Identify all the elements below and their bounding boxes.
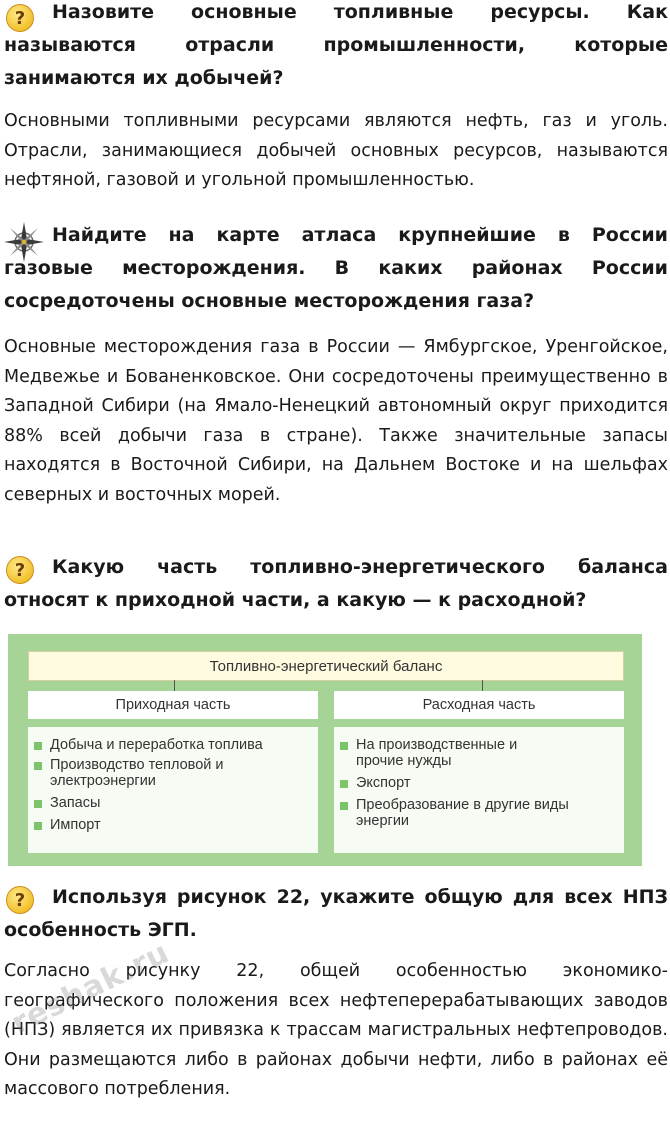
answer-1: Основными топливными ресурсами являются нефть, газ и уголь. Отрасли, занимающиеся добычей основных ресурсов, называются нефтяной, газовой и угольной промышленностью. xyxy=(4,111,668,190)
question-2: Найдите на карте атласа крупнейшие в России газовые месторождения. В каких районах России сосредоточены основные месторождения газа? xyxy=(4,224,668,312)
list-item: Преобразование в другие виды энергии xyxy=(334,797,606,829)
expense-list xyxy=(334,727,624,853)
question-1: Назовите основные топливные ресурсы. Как называются отрасли промышленности, которые занимаются их добычей? xyxy=(4,1,668,89)
income-list xyxy=(28,727,318,853)
list-item: Производство тепловой и электроэнергии xyxy=(28,757,240,789)
question-icon: ? xyxy=(6,4,34,32)
watermark: reshak.ru xyxy=(6,934,176,1042)
connector-line xyxy=(482,680,483,691)
list-item: На производственные и прочие нужды xyxy=(334,737,546,769)
balance-diagram xyxy=(8,634,642,866)
connector-line xyxy=(174,680,175,691)
bullet-icon xyxy=(340,742,348,750)
bullet-icon xyxy=(34,742,42,750)
income-header: Приходная часть xyxy=(28,691,318,719)
bullet-icon xyxy=(340,780,348,788)
diagram-title: Топливно-энергетический баланс xyxy=(28,651,624,681)
bullet-icon xyxy=(34,762,42,770)
expense-header: Расходная часть xyxy=(334,691,624,719)
question-icon: ? xyxy=(6,556,34,584)
list-item: Импорт xyxy=(28,817,318,833)
question-3: Какую часть топливно-энергетического баланса относят к приходной части, а какую — к расходной? xyxy=(4,556,668,611)
bullet-icon xyxy=(34,822,42,830)
question-icon: ? xyxy=(6,886,34,914)
list-item: Добыча и переработка топлива xyxy=(28,737,318,753)
list-item: Запасы xyxy=(28,795,318,811)
bullet-icon xyxy=(340,802,348,810)
answer-2: Основные месторождения газа в России — Ямбургское, Уренгойское, Медвежье и Бованенковское. Они сосредоточены преимущественно в Западной Сибири (на Ямало-Ненецкий автономный округ приходится 88% всей добычи газа в стране). Также значительные запасы находятся в Восточной Сибири, на Дальнем Востоке и на шельфах северных и восточных морей. xyxy=(4,337,668,505)
list-item: Экспорт xyxy=(334,775,624,791)
question-4: Используя рисунок 22, укажите общую для всех НПЗ особенность ЭГП. xyxy=(4,886,668,941)
answer-4: Согласно рисунку 22, общей особенностью экономико-географического положения всех нефтеперерабатывающих заводов (НПЗ) является их привязка к трассам магистральных нефтепроводов. Они размещаются либо в районах добычи нефти, либо в районах её массового потребления. xyxy=(4,961,668,1099)
bullet-icon xyxy=(34,800,42,808)
